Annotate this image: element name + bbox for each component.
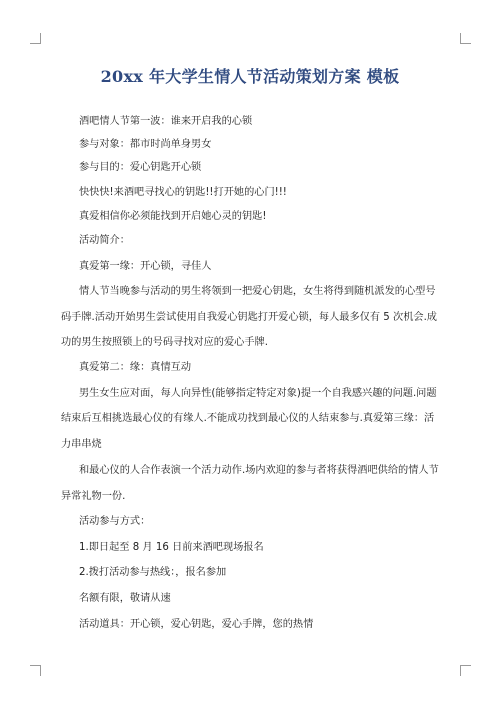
paragraph-line: 1.即日起至 8 月 16 日前来酒吧现场报名 bbox=[79, 542, 264, 553]
paragraph-line: 情人节当晚参与活动的男生将领到一把爱心钥匙，女生将得到随机派发的心型号 bbox=[79, 286, 436, 297]
section-heading: 活动简介： bbox=[79, 235, 130, 246]
corner-mark-top-right bbox=[460, 33, 471, 44]
paragraph-line: 和最心仪的人合作表演一个活力动作.场内欢迎的参与者将获得酒吧供给的情人节 bbox=[79, 465, 439, 476]
corner-mark-bottom-right bbox=[460, 665, 471, 676]
paragraph-line: 码手牌.活动开始男生尝试使用自我爱心钥匙打开爱心锁，每人最多仅有 5 次机会.成 bbox=[61, 312, 437, 323]
paragraph-line: 真爱第二：缘：真情互动 bbox=[79, 362, 192, 373]
paragraph-line: 真爱第一缘：开心锁，寻佳人 bbox=[79, 261, 212, 272]
paragraph-line: 酒吧情人节第一波：谁来开启我的心锁 bbox=[79, 116, 253, 127]
section-heading: 活动参与方式： bbox=[79, 516, 151, 527]
paragraph-line: 参与对象：都市时尚单身男女 bbox=[79, 139, 212, 150]
paragraph-line: 真爱相信你必须能找到开启她心灵的钥匙! bbox=[79, 211, 267, 222]
paragraph-line: 力串串烧 bbox=[61, 439, 102, 450]
paragraph-line: 2.拨打活动参与热线：，报名参加 bbox=[79, 567, 227, 578]
paragraph-line: 功的男生按照锁上的号码寻找对应的爱心手牌. bbox=[61, 337, 268, 348]
corner-mark-bottom-left bbox=[30, 665, 41, 676]
paragraph-line: 男生女生应对面，每人向异性(能够指定特定对象)提一个自我感兴趣的问题.问题 bbox=[79, 388, 437, 399]
paragraph-line: 异常礼物一份. bbox=[61, 491, 126, 502]
paragraph-line: 活动道具：开心锁，爱心钥匙，爱心手牌，您的热情 bbox=[79, 619, 314, 630]
paragraph-line: 参与目的：爱心钥匙开心锁 bbox=[79, 162, 202, 173]
corner-mark-top-left bbox=[30, 33, 41, 44]
document-title: 20xx 年大学生情人节活动策划方案 模板 bbox=[100, 67, 400, 86]
paragraph-line: 名额有限，敬请从速 bbox=[79, 593, 171, 604]
paragraph-line: 快快快!来酒吧寻找心的钥匙!!打开她的心门!!! bbox=[79, 187, 287, 198]
paragraph-line: 结束后互相挑选最心仪的有缘人.不能成功找到最心仪的人结束参与.真爱第三缘：活 bbox=[61, 413, 435, 424]
